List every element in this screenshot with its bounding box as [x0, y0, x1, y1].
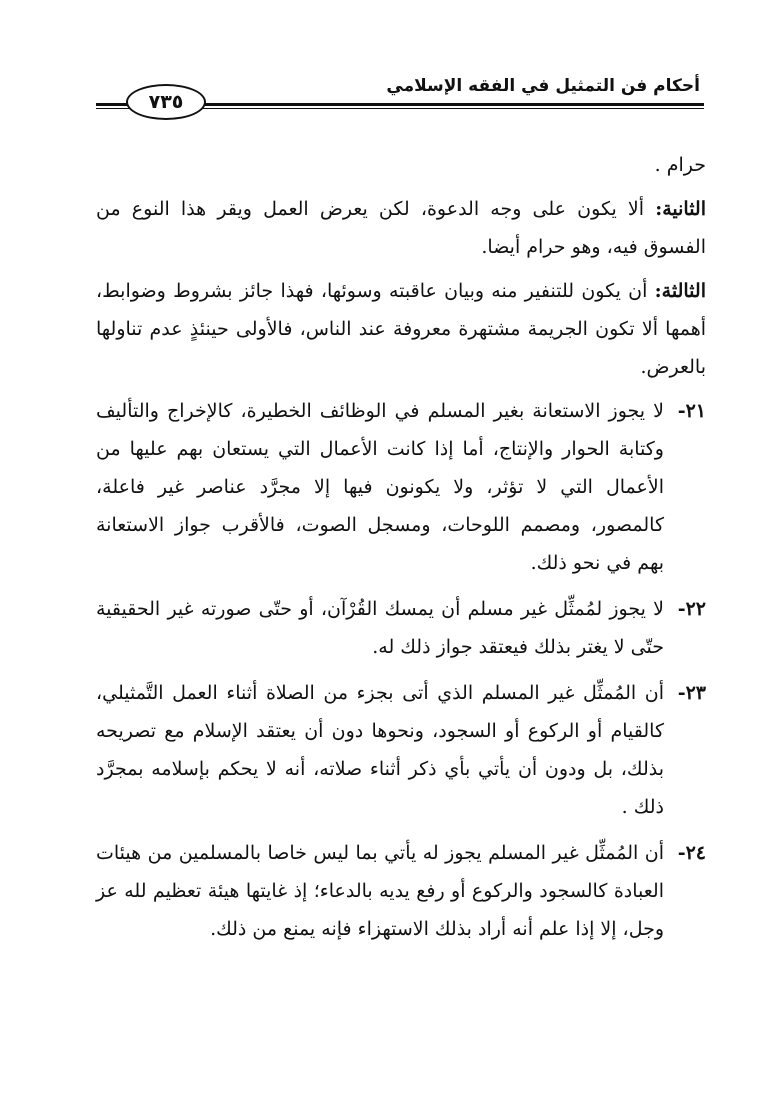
case-text-second: ألا يكون على وجه الدعوة، لكن يعرض العمل ويقر هذا النوع من الفسوق فيه، وهو حرام أيضا. — [96, 198, 706, 258]
numbered-item-24 — [96, 834, 706, 948]
item-text: أن المُمثِّل غير المسلم الذي أتى بجزء من الصلاة أثناء العمل التَّمثيلي، كالقيام أو الركوع أو السجود، ونحوها دون أن يعتقد الإسلام مع تصريحه بذلك، بل ودون أن يأتي بأي ذكر أثناء صلاته، أنه لا يحكم بإسلامه بمجرَّد ذلك . — [96, 682, 664, 818]
case-label-second: الثانية: — [655, 198, 706, 220]
item-text: أن المُمثِّل غير المسلم يجوز له يأتي بما ليس خاصا بالمسلمين من هيئات العبادة كالسجود والركوع أو رفع يديه بالدعاء؛ إذ غايتها هيئة تعظيم لله عز وجل، إلا إذا علم أنه أراد بذلك الاستهزاء فإنه يمنع من ذلك. — [96, 842, 664, 940]
item-number: ٢٤- — [677, 842, 706, 864]
case-label-third: الثالثة: — [654, 280, 706, 302]
page-body — [96, 146, 706, 956]
paragraph-third-case — [96, 272, 706, 386]
numbered-item-21 — [96, 392, 706, 582]
paragraph-second-case — [96, 190, 706, 266]
case-text-third: أن يكون للتنفير منه وبيان عاقبته وسوئها، فهذا جائز بشروط وضوابط، أهمها ألا تكون الجريمة مشتهرة معروفة عند الناس، فالأولى حينئذٍ عدم تناولها بالعرض. — [96, 280, 706, 378]
running-title: أحكام فن التمثيل في الفقه الإسلامي — [386, 76, 700, 96]
item-number: ٢٣- — [677, 682, 706, 704]
paragraph-continuation: حرام . — [654, 154, 706, 176]
numbered-item-23 — [96, 674, 706, 826]
item-text: لا يجوز لمُمثِّل غير مسلم أن يمسك القُرْآن، أو حتّى صورته غير الحقيقية حتّى لا يغتر بذلك فيعتقد جواز ذلك له. — [96, 598, 664, 658]
item-text: لا يجوز الاستعانة بغير المسلم في الوظائف الخطيرة، كالإخراج والتأليف وكتابة الحوار والإنتاج، أما إذا كانت الأعمال التي يستعان بهم عليها من الأعمال التي لا تؤثر، ولا يكونون فيها إلا مجرَّد عناصر غير فاعلة، كالمصور، ومصمم اللوحات، ومسجل الصوت، فالأقرب جواز الاستعانة بهم في نحو ذلك. — [96, 400, 664, 574]
item-number: ٢١- — [677, 400, 706, 422]
item-number: ٢٢- — [677, 598, 706, 620]
numbered-item-22 — [96, 590, 706, 666]
page-number: ٧٣٥ — [126, 84, 206, 120]
